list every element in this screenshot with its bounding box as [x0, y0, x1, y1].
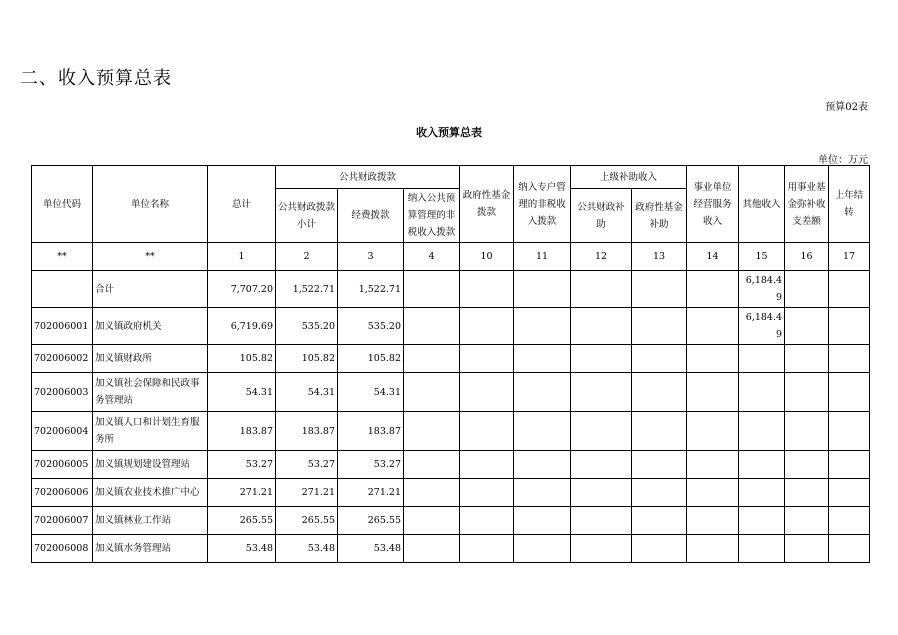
funds-cell: 271.21 — [338, 479, 404, 507]
header-gov-fund: 政府性基金拨款 — [460, 166, 514, 243]
other-income-cell — [739, 412, 785, 451]
unit-name-cell: 加义镇社会保障和民政事务管理站 — [93, 373, 208, 412]
header-special-nontax: 纳入专户管理的非税收入拨款 — [514, 166, 571, 243]
header-superior-public: 公共财政补助 — [571, 189, 632, 243]
total-cell: 183.87 — [208, 412, 276, 451]
total-cell: 265.55 — [208, 507, 276, 535]
table-row — [32, 308, 870, 345]
unit-name-cell: 加义镇水务管理站 — [93, 535, 208, 563]
unit-name-cell: 加义镇财政所 — [93, 345, 208, 373]
subtotal-cell: 53.27 — [276, 451, 338, 479]
unit-code-cell: 702006008 — [32, 535, 93, 563]
header-service-income: 事业单位经营服务收入 — [687, 166, 739, 243]
header-carryover: 上年结转 — [829, 166, 870, 243]
unit-code-cell: 702006007 — [32, 507, 93, 535]
unit-code-cell: 702006005 — [32, 451, 93, 479]
unit-code-cell: 702006004 — [32, 412, 93, 451]
unit-name-cell: 合计 — [93, 271, 208, 308]
header-superior-group: 上级补助收入 — [571, 166, 687, 189]
other-income-cell — [739, 535, 785, 563]
header-unit-code: 单位代码 — [32, 166, 93, 243]
funds-cell: 54.31 — [338, 373, 404, 412]
funds-cell: 1,522.71 — [338, 271, 404, 308]
header-operating-funds: 经费拨款 — [338, 189, 404, 243]
header-public-nontax: 纳入公共预算管理的非税收入拨款 — [404, 189, 460, 243]
table-row — [32, 345, 870, 373]
unit-code-cell: 702006001 — [32, 308, 93, 345]
section-heading: 二、收入预算总表 — [20, 68, 172, 89]
index-cell: 3 — [338, 243, 404, 271]
index-cell: 15 — [739, 243, 785, 271]
total-cell: 54.31 — [208, 373, 276, 412]
funds-cell: 265.55 — [338, 507, 404, 535]
subtotal-cell: 1,522.71 — [276, 271, 338, 308]
subtotal-cell: 105.82 — [276, 345, 338, 373]
index-cell: ** — [32, 243, 93, 271]
funds-cell: 183.87 — [338, 412, 404, 451]
other-income-cell — [739, 507, 785, 535]
header-fund-balance: 用事业基金弥补收支差额 — [785, 166, 829, 243]
unit-code-cell: 702006003 — [32, 373, 93, 412]
other-income-cell — [739, 345, 785, 373]
unit-name-cell: 加义镇政府机关 — [93, 308, 208, 345]
index-cell: 13 — [632, 243, 687, 271]
table-row — [32, 271, 870, 308]
form-number: 预算02表 — [825, 102, 868, 113]
index-cell: 11 — [514, 243, 571, 271]
total-cell: 105.82 — [208, 345, 276, 373]
index-cell: 17 — [829, 243, 870, 271]
unit-code-cell: 702006002 — [32, 345, 93, 373]
table-row — [32, 479, 870, 507]
other-income-cell: 6,184.49 — [739, 308, 785, 345]
subtotal-cell: 535.20 — [276, 308, 338, 345]
other-income-cell — [739, 373, 785, 412]
table-row — [32, 412, 870, 451]
unit-code-cell — [32, 271, 93, 308]
table-row — [32, 373, 870, 412]
funds-cell: 53.27 — [338, 451, 404, 479]
unit-name-cell: 加义镇林业工作站 — [93, 507, 208, 535]
subtotal-cell: 54.31 — [276, 373, 338, 412]
total-cell: 53.48 — [208, 535, 276, 563]
index-cell: 4 — [404, 243, 460, 271]
other-income-cell: 6,184.49 — [739, 271, 785, 308]
total-cell: 7,707.20 — [208, 271, 276, 308]
header-unit-name: 单位名称 — [93, 166, 208, 243]
income-budget-table — [31, 165, 870, 563]
index-cell: 14 — [687, 243, 739, 271]
table-row — [32, 451, 870, 479]
funds-cell: 105.82 — [338, 345, 404, 373]
subtotal-cell: 53.48 — [276, 535, 338, 563]
index-cell: 2 — [276, 243, 338, 271]
column-index-row — [32, 243, 870, 271]
header-superior-gov-fund: 政府性基金补助 — [632, 189, 687, 243]
table-title: 收入预算总表 — [416, 126, 482, 139]
table-row — [32, 535, 870, 563]
index-cell: 16 — [785, 243, 829, 271]
funds-cell: 53.48 — [338, 535, 404, 563]
total-cell: 53.27 — [208, 451, 276, 479]
funds-cell: 535.20 — [338, 308, 404, 345]
header-other-income: 其他收入 — [739, 166, 785, 243]
subtotal-cell: 271.21 — [276, 479, 338, 507]
index-cell: 12 — [571, 243, 632, 271]
total-cell: 271.21 — [208, 479, 276, 507]
subtotal-cell: 183.87 — [276, 412, 338, 451]
unit-name-cell: 加义镇人口和计划生育服务所 — [93, 412, 208, 451]
header-public-group: 公共财政拨款 — [276, 166, 460, 189]
header-total: 总计 — [208, 166, 276, 243]
other-income-cell — [739, 479, 785, 507]
index-cell: 1 — [208, 243, 276, 271]
unit-label: 单位：万元 — [818, 155, 868, 166]
table-row — [32, 507, 870, 535]
header-public-subtotal: 公共财政拨款小计 — [276, 189, 338, 243]
unit-name-cell: 加义镇农业技术推广中心 — [93, 479, 208, 507]
unit-name-cell: 加义镇规划建设管理站 — [93, 451, 208, 479]
index-cell: 10 — [460, 243, 514, 271]
total-cell: 6,719.69 — [208, 308, 276, 345]
unit-code-cell: 702006006 — [32, 479, 93, 507]
index-cell: ** — [93, 243, 208, 271]
other-income-cell — [739, 451, 785, 479]
subtotal-cell: 265.55 — [276, 507, 338, 535]
